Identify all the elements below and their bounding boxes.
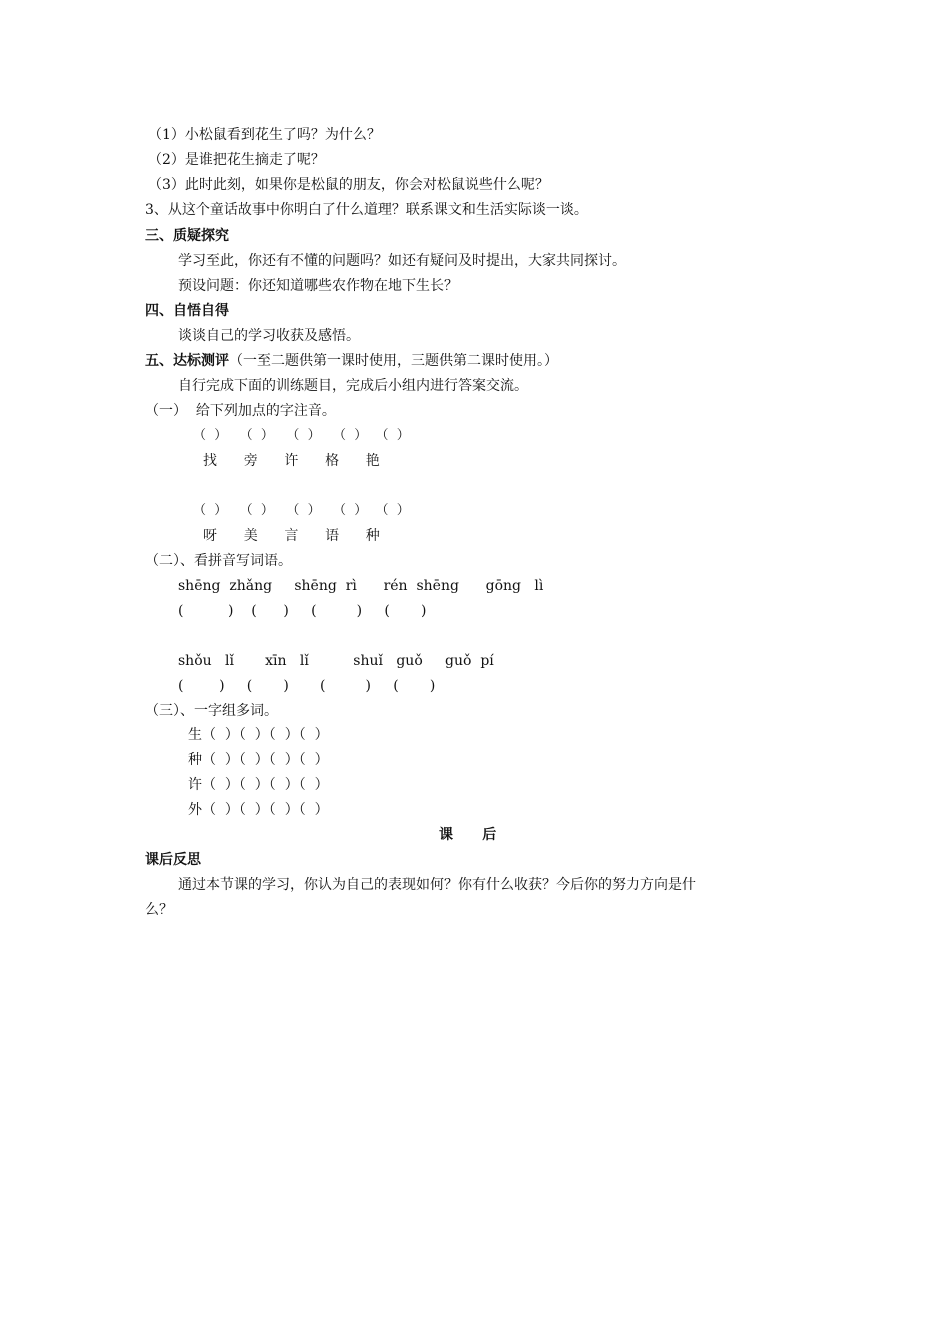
part-1-title: （一） 给下列加点的字注音。 (145, 403, 336, 419)
part-2-pinyin-row-1: shēng zhǎng shēng rì rén shēng gōng lì (178, 578, 544, 594)
part-3-row: 种（ ）（ ）（ ）（ ） (188, 752, 329, 768)
item-3: 3、从这个童话故事中你明白了什么道理？联系课文和生活实际谈一谈。 (145, 202, 588, 218)
section-4-heading: 四、自悟自得 (145, 303, 229, 319)
part-1-brackets-row-1: （ ） （ ） （ ） （ ） （ ） (193, 428, 410, 443)
after-class-label: 课 后 (439, 827, 497, 843)
section-4-paragraph: 谈谈自己的学习收获及感悟。 (178, 328, 360, 344)
question-1: （1）小松鼠看到花生了吗？为什么？ (148, 127, 381, 143)
part-2-title: （二）、看拼音写词语。 (145, 553, 292, 569)
part-3-row: 生（ ）（ ）（ ）（ ） (188, 727, 329, 743)
part-1-characters-row-1: 找 旁 许 格 艳 (203, 453, 380, 469)
section-3-paragraph-2: 预设问题：你还知道哪些农作物在地下生长？ (178, 278, 458, 294)
reflection-heading: 课后反思 (145, 852, 201, 868)
part-2-brackets-row-2: ( ) ( ) ( ) ( ) (178, 678, 436, 694)
section-3-heading: 三、质疑探究 (145, 228, 229, 244)
section-5-heading-line (145, 352, 558, 370)
part-2-pinyin-row-2: shǒu lǐ xīn lǐ shuǐ guǒ guǒ pí (178, 653, 494, 669)
section-5-heading: 五、达标测评 (145, 353, 229, 369)
part-3-row: 外（ ）（ ）（ ）（ ） (188, 802, 329, 818)
reflection-paragraph-line-2: 么？ (145, 902, 173, 918)
question-3: （3）此时此刻，如果你是松鼠的朋友，你会对松鼠说些什么呢？ (148, 177, 549, 193)
section-5-note: （一至二题供第一课时使用，三题供第二课时使用。） (229, 353, 558, 369)
part-1-characters-row-2: 呀 美 言 语 种 (203, 528, 380, 544)
part-3-title: （三）、一字组多词。 (145, 703, 278, 719)
reflection-paragraph-line-1: 通过本节课的学习，你认为自己的表现如何？你有什么收获？今后你的努力方向是什 (178, 877, 696, 893)
part-3-row: 许（ ）（ ）（ ）（ ） (188, 777, 329, 793)
section-3-paragraph-1: 学习至此，你还有不懂的问题吗？如还有疑问及时提出，大家共同探讨。 (178, 253, 626, 269)
part-1-brackets-row-2: （ ） （ ） （ ） （ ） （ ） (193, 503, 410, 518)
section-5-intro: 自行完成下面的训练题目，完成后小组内进行答案交流。 (178, 378, 528, 394)
part-2-brackets-row-1: ( ) ( ) ( ) ( ) (178, 603, 427, 619)
question-2: （2）是谁把花生摘走了呢？ (148, 152, 325, 168)
